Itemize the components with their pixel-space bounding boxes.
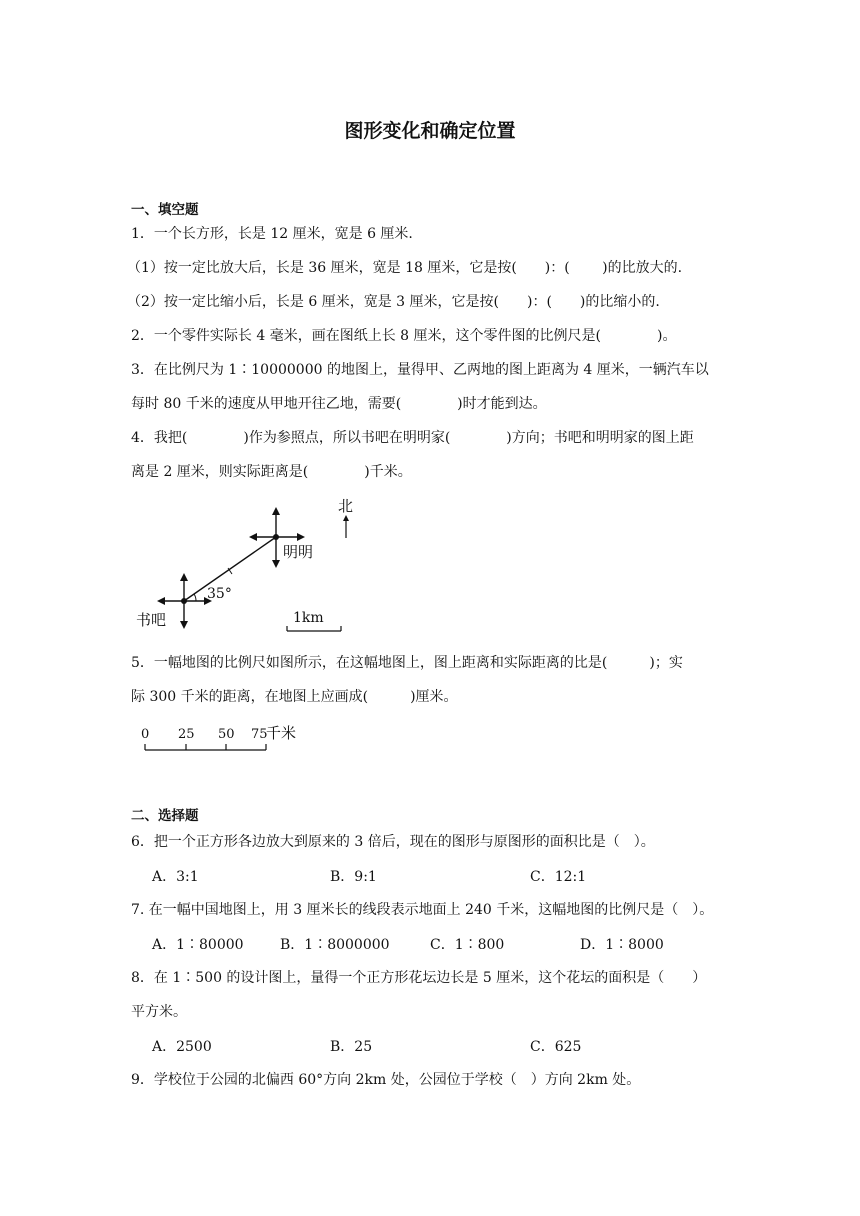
question-4-line-2: 离是 2 厘米，则实际距离是( )千米。 — [131, 464, 412, 480]
section-heading-choice: 二、选择题 — [131, 808, 199, 824]
question-3-line-2: 每时 80 千米的速度从甲地开往乙地，需要( )时才能到达。 — [131, 396, 547, 412]
q7-option-b: B．1∶8000000 — [280, 937, 390, 953]
line-scale-figure — [136, 720, 306, 760]
question-9: 9．学校位于公园的北偏西 60°方向 2km 处，公园位于学校（ ）方向 2km 处。 — [131, 1072, 641, 1088]
question-8-line-1: 8．在 1∶500 的设计图上，量得一个正方形花坛边长是 5 厘米，这个花坛的面积是（ ） — [131, 970, 707, 986]
question-1-part-2: （2）按一定比缩小后，长是 6 厘米，宽是 3 厘米，它是按( )：( )的比缩小的. — [127, 294, 660, 310]
question-6: 6．把一个正方形各边放大到原来的 3 倍后，现在的图形与原图形的面积比是（ ）。 — [131, 834, 655, 850]
q8-option-c: C．625 — [530, 1039, 582, 1055]
question-7: 7. 在一幅中国地图上，用 3 厘米长的线段表示地面上 240 千米，这幅地图的比例尺是（ ）。 — [131, 902, 714, 918]
q6-option-b: B．9:1 — [330, 869, 377, 885]
angle-label: 35° — [207, 586, 232, 602]
direction-figure — [130, 490, 370, 640]
section-heading-fill-blank: 一、填空题 — [131, 202, 199, 218]
question-4-line-1: 4．我把( )作为参照点，所以书吧在明明家( )方向；书吧和明明家的图上距 — [131, 430, 694, 446]
scale-unit-label: 千米 — [266, 724, 297, 742]
question-5-line-2: 际 300 千米的距离，在地图上应画成( )厘米。 — [131, 689, 458, 705]
q8-option-b: B．25 — [330, 1039, 373, 1055]
scale-tick-label: 25 — [178, 727, 195, 742]
scale-tick-label: 0 — [141, 727, 150, 742]
q7-option-a: A．1∶80000 — [152, 937, 244, 953]
question-3-line-1: 3．在比例尺为 1∶10000000 的地图上，量得甲、乙两地的图上距离为 4 厘米，一辆汽车以 — [131, 362, 709, 378]
question-2: 2．一个零件实际长 4 毫米，画在图纸上长 8 厘米，这个零件图的比例尺是( )。 — [131, 328, 677, 344]
north-label: 北 — [338, 497, 354, 515]
scale-tick-label: 75 — [251, 727, 268, 742]
q6-option-a: A．3:1 — [152, 869, 199, 885]
question-1-part-1: （1）按一定比放大后，长是 36 厘米，宽是 18 厘米，它是按( )：( )的比放大的. — [127, 260, 683, 276]
page-title: 图形变化和确定位置 — [344, 120, 516, 142]
question-8-line-2: 平方米。 — [131, 1004, 187, 1020]
q7-option-c: C．1∶800 — [430, 937, 505, 953]
question-5-line-1: 5．一幅地图的比例尺如图所示，在这幅地图上，图上距离和实际距离的比是( )；实 — [131, 655, 683, 671]
question-1: 1．一个长方形，长是 12 厘米，宽是 6 厘米. — [131, 226, 413, 242]
q6-option-c: C．12:1 — [530, 869, 587, 885]
angle-arc — [194, 594, 196, 601]
shuba-label: 书吧 — [136, 611, 167, 629]
scale-tick-label: 50 — [218, 727, 235, 742]
q7-option-d: D．1∶8000 — [580, 937, 664, 953]
q8-option-a: A．2500 — [152, 1039, 212, 1055]
scale-label: 1km — [293, 610, 324, 626]
mingming-label: 明明 — [283, 543, 314, 561]
